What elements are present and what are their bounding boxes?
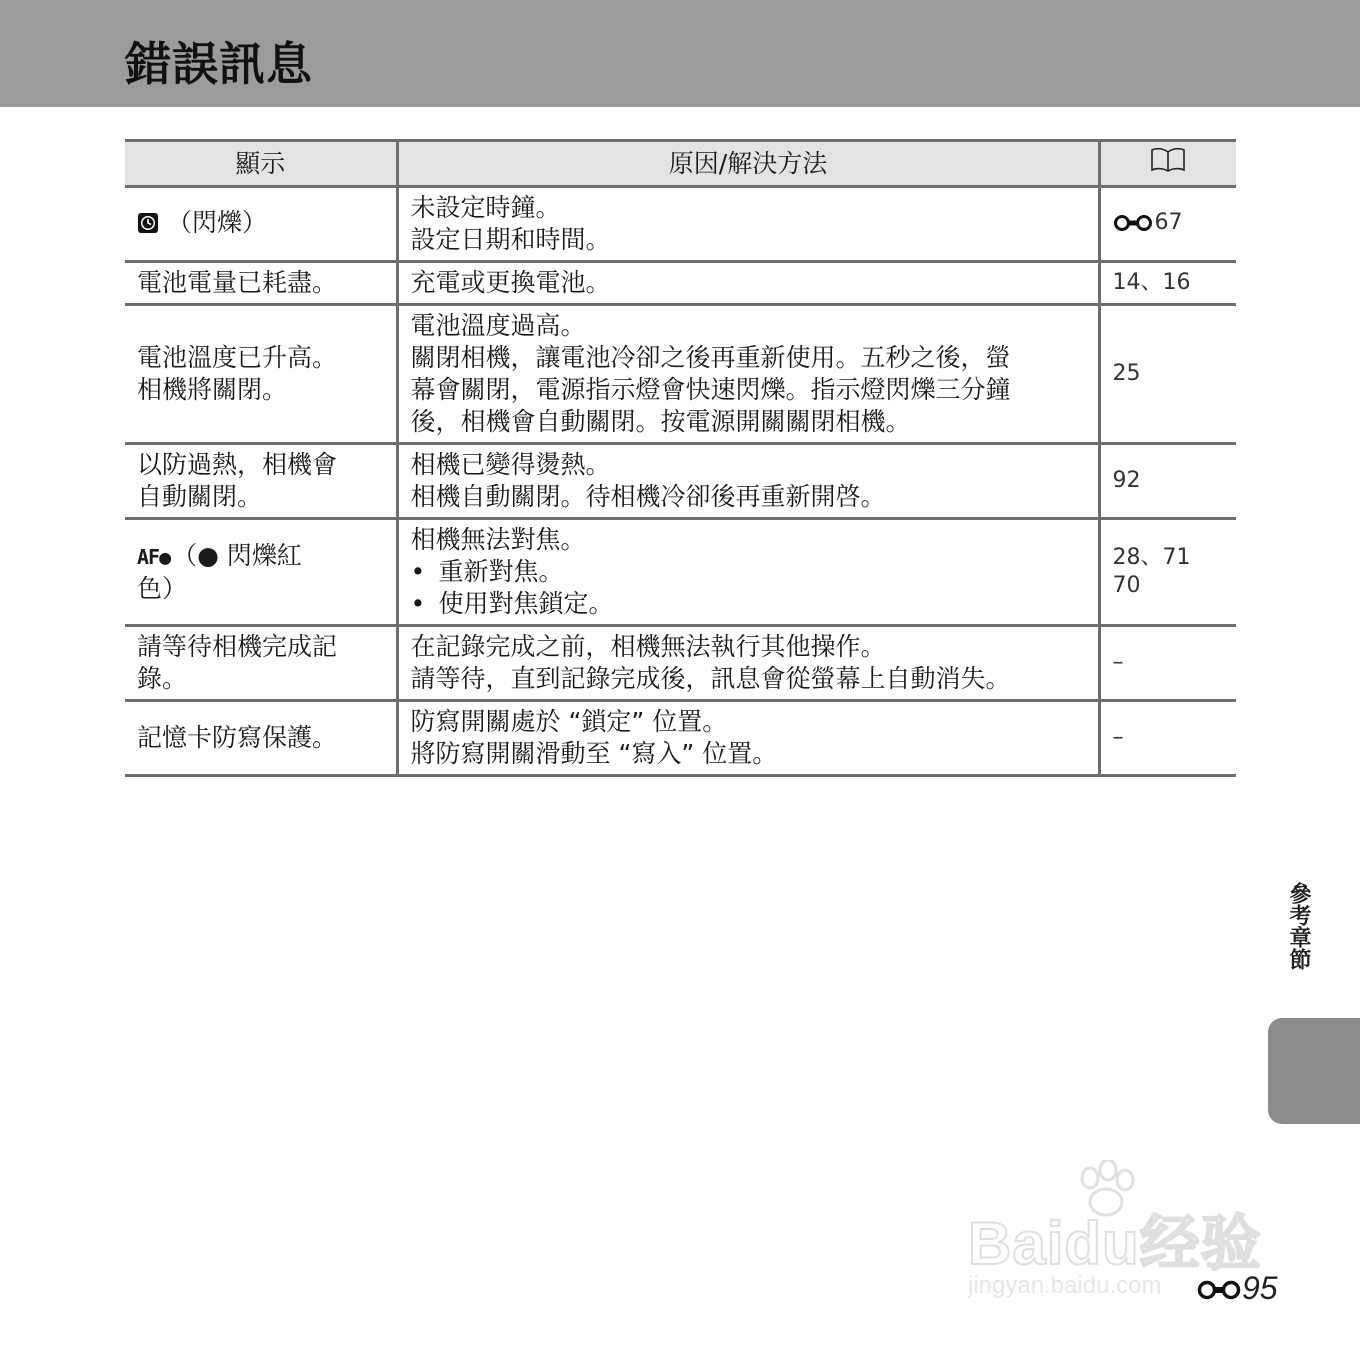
display-line: 相機將關閉。	[137, 375, 288, 404]
book-icon	[1150, 147, 1186, 181]
page-number-value: 95	[1242, 1270, 1278, 1306]
cause-line: 電池溫度過高。	[410, 311, 586, 340]
cause-cell	[397, 519, 1099, 626]
display-line	[137, 540, 384, 573]
display-cell: 電池電量已耗盡。	[125, 262, 397, 305]
bullet-item	[411, 556, 1086, 588]
display-line: 色）	[137, 573, 188, 603]
cause-cell	[397, 626, 1099, 701]
cause-line: 相機無法對焦。	[410, 525, 586, 554]
display-line: 自動關閉。	[137, 482, 263, 511]
cause-line: 在記錄完成之前，相機無法執行其他操作。	[410, 632, 886, 661]
cause-line: 請等待，直到記錄完成後，訊息會從螢幕上自動消失。	[410, 664, 1011, 693]
display-text: （● 閃爍紅	[172, 540, 302, 570]
watermark-logo: Baidu经验	[968, 1210, 1262, 1277]
table-row	[125, 626, 1236, 701]
reference-cell: 92	[1099, 444, 1236, 519]
table-header-row	[125, 141, 1236, 187]
reference-section-icon	[1196, 1279, 1242, 1301]
table-row	[125, 187, 1236, 262]
header-display: 顯示	[125, 141, 397, 187]
table-row	[125, 305, 1236, 444]
display-cell	[125, 626, 397, 701]
reference-section-icon	[1113, 210, 1153, 242]
page-number	[1196, 1270, 1278, 1307]
reference-cell: 25	[1099, 305, 1236, 444]
display-line: 請等待相機完成記	[137, 632, 338, 661]
display-cell: 記憶卡防寫保護。	[125, 701, 397, 776]
reference-cell: –	[1099, 626, 1236, 701]
reference-page: 67	[1154, 209, 1183, 235]
cause-cell	[397, 187, 1099, 262]
bullet-mark: •	[410, 557, 426, 586]
reference-cell: 14、16	[1099, 262, 1236, 305]
display-line: 以防過熱，相機會	[137, 450, 338, 479]
cause-cell	[397, 444, 1099, 519]
clock-icon	[137, 210, 159, 242]
display-cell	[125, 305, 397, 444]
reference-page: 28、71	[1112, 545, 1191, 570]
cause-line: 將防寫開關滑動至 “寫入” 位置。	[410, 739, 778, 768]
cause-cell	[397, 262, 1099, 305]
cause-line: 幕會關閉，電源指示燈會快速閃爍。指示燈閃爍三分鐘	[410, 375, 1011, 404]
header-cause: 原因/解決方法	[397, 141, 1099, 187]
side-tab	[1268, 1018, 1360, 1124]
display-line: 電池溫度已升高。	[137, 343, 338, 372]
bullet-item	[411, 588, 1086, 620]
cause-line: 相機已變得燙熱。	[410, 450, 611, 479]
display-cell	[125, 444, 397, 519]
watermark-url: jingyan.baidu.com	[968, 1272, 1162, 1299]
cause-line: 防寫開關處於 “鎖定” 位置。	[410, 707, 728, 736]
display-text: （閃爍）	[167, 207, 268, 237]
cause-line: 充電或更換電池。	[410, 268, 611, 297]
header-reference	[1099, 141, 1236, 187]
cause-cell	[397, 305, 1099, 444]
reference-cell: –	[1099, 701, 1236, 776]
cause-cell	[397, 701, 1099, 776]
bullet-mark: •	[410, 589, 426, 618]
reference-cell	[1099, 519, 1236, 626]
af-indicator-icon: AF●	[137, 544, 171, 569]
cause-line: 未設定時鐘。	[410, 193, 561, 222]
reference-cell	[1099, 187, 1236, 262]
table-row	[125, 701, 1236, 776]
display-cell	[125, 519, 397, 626]
table-row	[125, 444, 1236, 519]
bullet-text: 重新對焦。	[438, 557, 564, 586]
error-messages-table	[125, 139, 1236, 777]
cause-line: 後，相機會自動關閉。按電源開關關閉相機。	[410, 407, 911, 436]
display-line: 錄。	[137, 664, 188, 693]
bullet-text: 使用對焦鎖定。	[438, 589, 614, 618]
reference-page: 70	[1112, 573, 1141, 598]
side-tab-label: 參考章節	[1286, 882, 1311, 970]
display-cell	[125, 187, 397, 262]
table-row	[125, 262, 1236, 305]
cause-line: 關閉相機，讓電池冷卻之後再重新使用。五秒之後，螢	[410, 343, 1011, 372]
cause-line: 設定日期和時間。	[410, 225, 611, 254]
page-title: 錯誤訊息	[125, 37, 313, 91]
cause-line: 相機自動關閉。待相機冷卻後再重新開啓。	[410, 482, 886, 511]
table-row	[125, 519, 1236, 626]
